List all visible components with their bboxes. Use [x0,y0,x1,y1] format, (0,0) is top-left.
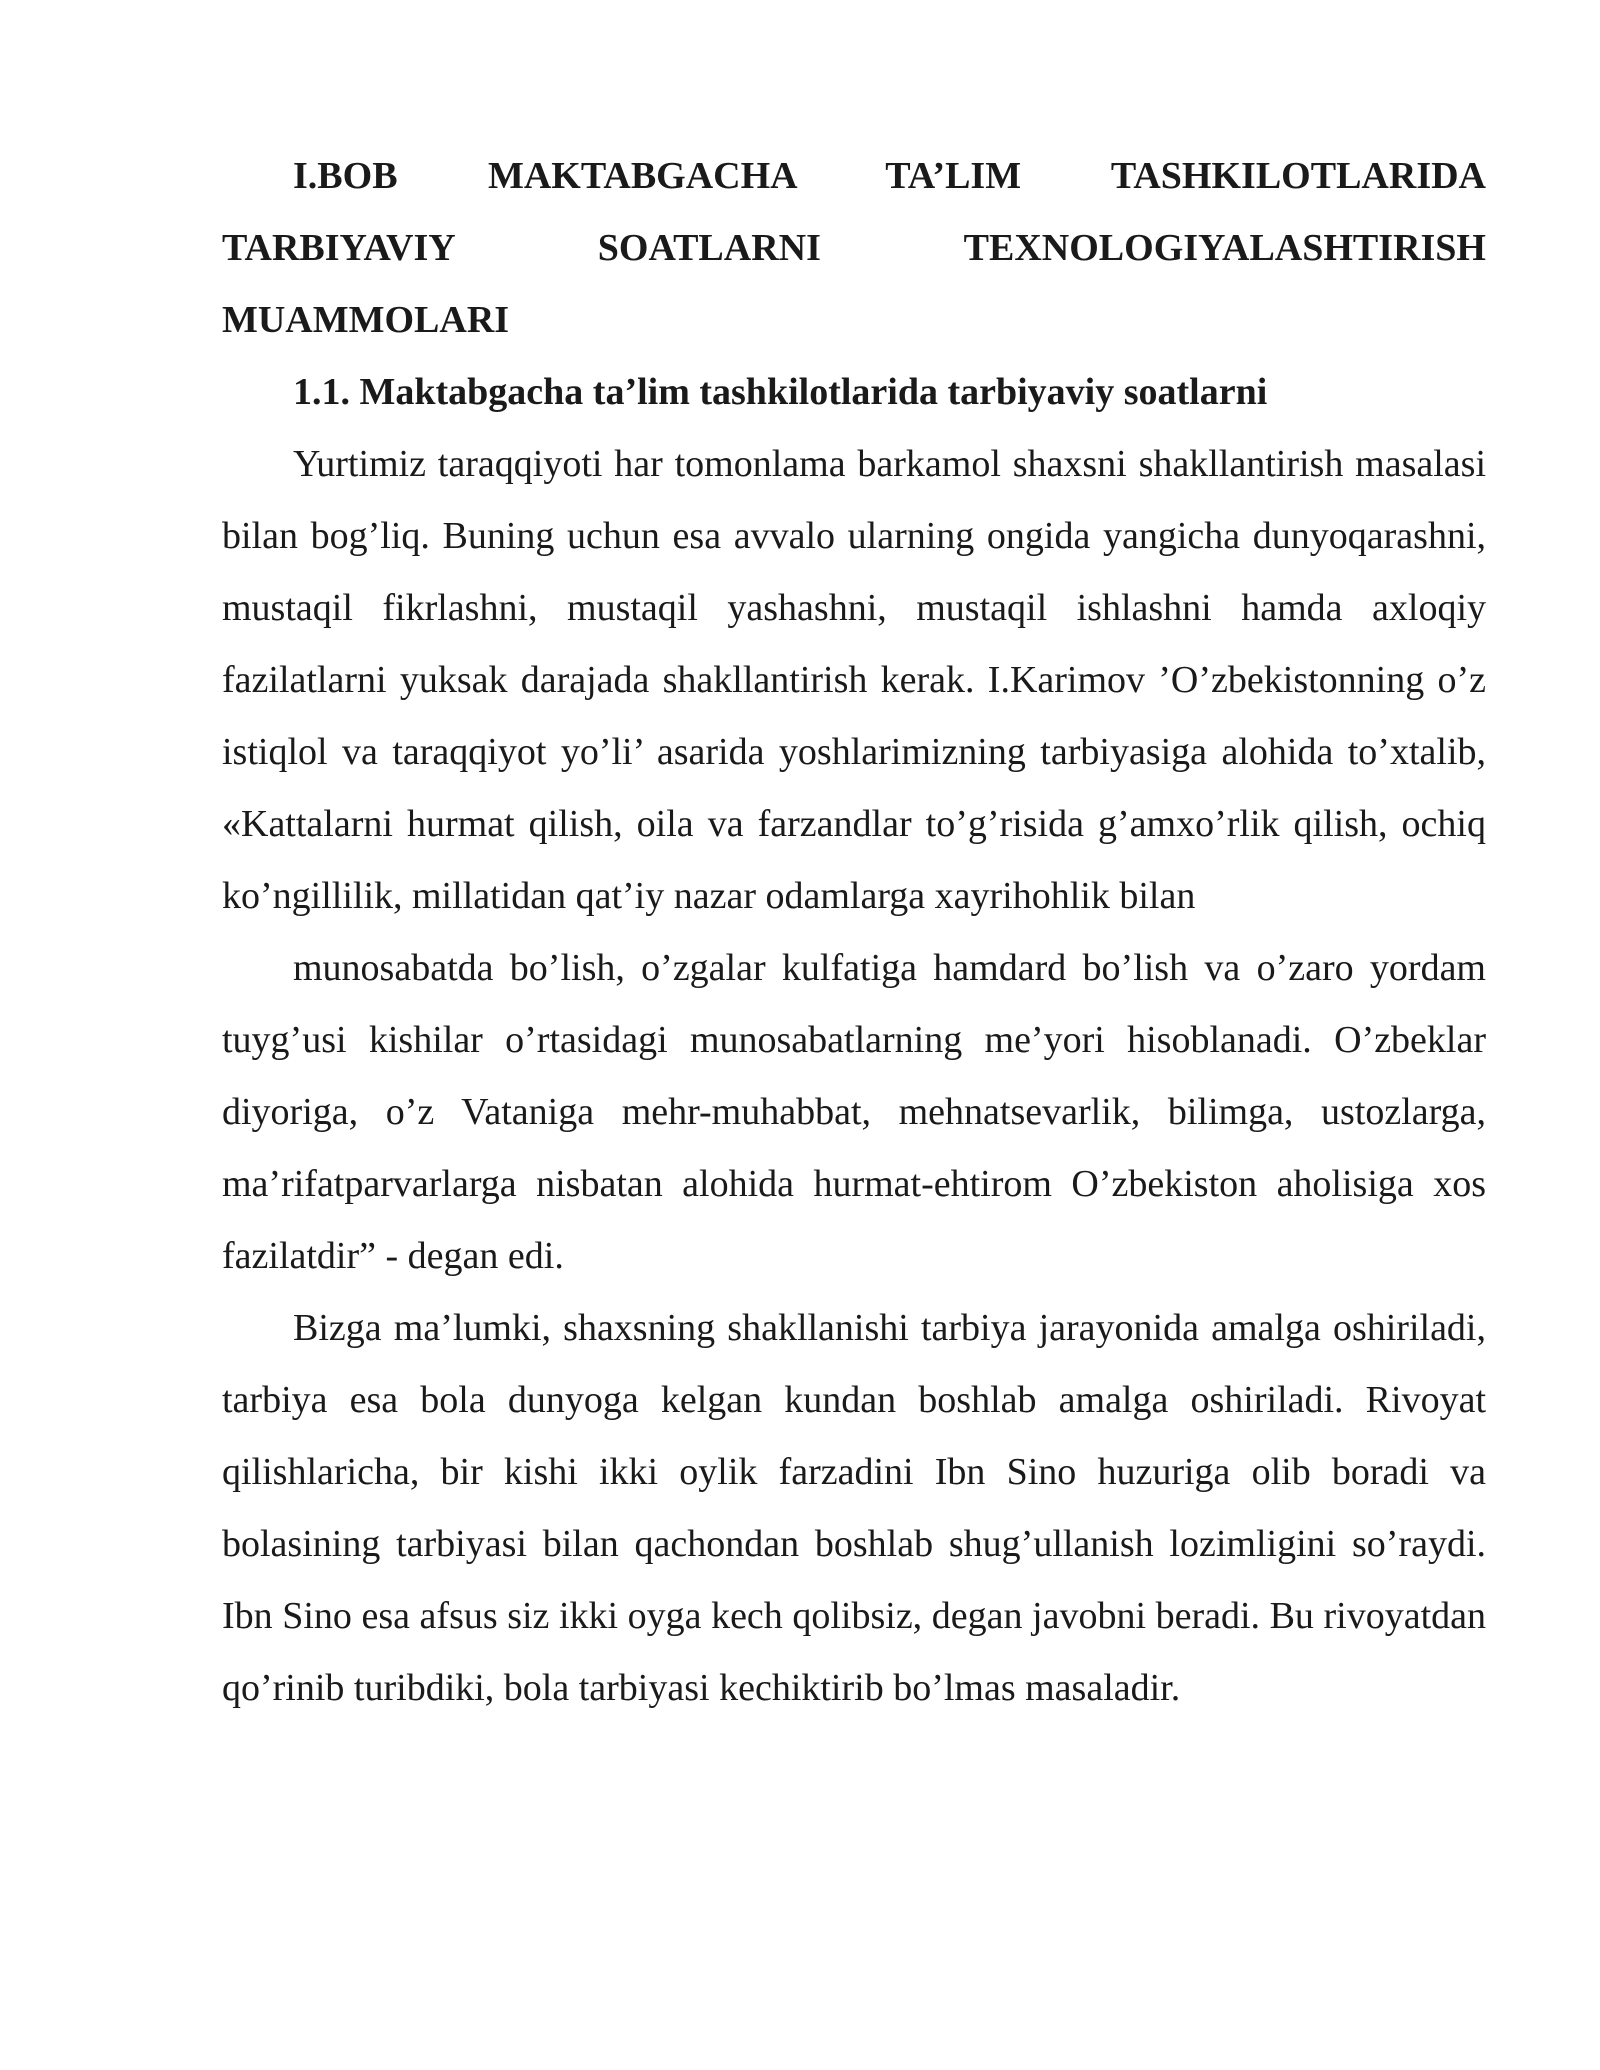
section-heading: 1.1. Maktabgacha ta’lim tashkilotlarida tarbiyaviy soatlarni [293,371,1268,413]
chapter-heading [222,140,1486,356]
document-page [222,140,1486,1724]
chapter-heading-line-3: MUAMMOLARI [222,299,510,341]
chapter-heading-line-2: TARBIYAVIY SOATLARNI TEXNOLOGIYALASHTIRISH [222,227,1486,269]
paragraph-1: Yurtimiz taraqqiyoti har tomonlama barkamol shaxsni shakllantirish masalasi bilan bog’liq. Buning uchun esa avvalo ularning ongida yangicha dunyoqarashni, mustaqil fikrlashni, mustaqil yashashni, mustaqil ishlashni hamda axloqiy fazilatlarni yuksak darajada shakllantirish kerak. I.Karimov ’O’zbekistonning o’z istiqlol va taraqqiyot yo’li’ asarida yoshlarimizning tarbiyasiga alohida to’xtalib, «Kattalarni hurmat qilish, oila va farzandlar to’g’risida g’amxo’rlik qilish, ochiq ko’ngillilik, millatidan qat’iy nazar odamlarga xayrihohlik bilan [222,443,1486,917]
paragraph-2: munosabatda bo’lish, o’zgalar kulfatiga hamdard bo’lish va o’zaro yordam tuyg’usi kishilar o’rtasidagi munosabatlarning me’yori hisoblanadi. O’zbeklar diyoriga, o’z Vataniga mehr-muhabbat, mehnatsevarlik, bilimga, ustozlarga, ma’rifatparvarlarga nisbatan alohida hurmat-ehtirom O’zbekiston aholisiga xos fazilatdir” - degan edi. [222,947,1486,1277]
chapter-heading-line-1: I.BOB MAKTABGACHA TA’LIM TASHKILOTLARIDA [293,155,1486,197]
paragraph-3: Bizga ma’lumki, shaxsning shakllanishi tarbiya jarayonida amalga oshiriladi, tarbiya esa bola dunyoga kelgan kundan boshlab amalga oshiriladi. Rivoyat qilishlaricha, bir kishi ikki oylik farzadini Ibn Sino huzuriga olib boradi va bolasining tarbiyasi bilan qachondan boshlab shug’ullanish lozimligini so’raydi. Ibn Sino esa afsus siz ikki oyga kech qolibsiz, degan javobni beradi. Bu rivoyatdan qo’rinib turibdiki, bola tarbiyasi kechiktirib bo’lmas masaladir. [222,1307,1486,1709]
